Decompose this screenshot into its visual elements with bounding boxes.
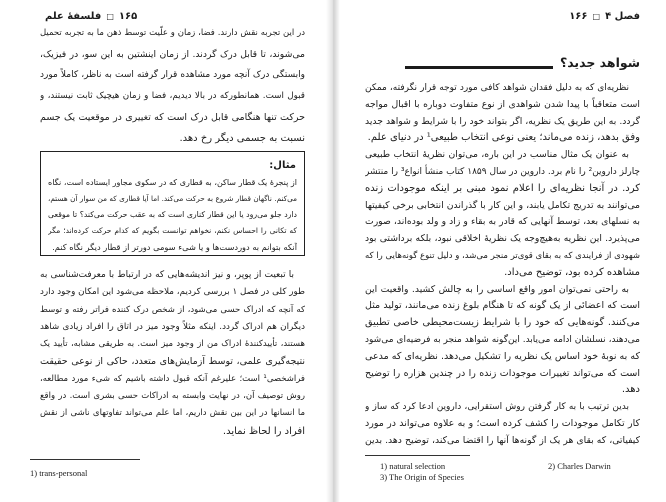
text-line: روش توصیف آن، در نهایت وابسته به ادراکات حسی بشری است. در واقع (40, 391, 305, 402)
text-line: ما انسانها در این بین نقش داریم، اما علم می‌تواند تفاوتهای ناشی از نقش (40, 408, 305, 419)
footnote: 3) The Origin of Species (380, 472, 464, 482)
running-header-left (45, 9, 137, 23)
text-line: از پنجرهٔ یک قطار ساکن، به قطاری که در سکوی مجاور ایستاده است، نگاه (48, 178, 297, 187)
example-box (40, 151, 305, 256)
section-title: شواهد جدید؟ (559, 55, 640, 70)
text-line: هستند، تأییدکنندهٔ ادراک من از وجود میز است. به طریقی مشابه، تأیید یک (40, 339, 305, 350)
text-line: کرد. در آنجا نظریه‌ای را اعلام نمود مبنی بر اینکه موجودات زنده (365, 182, 640, 194)
footnote: 2) Charles Darwin (548, 461, 611, 471)
text-line: افراد را لحاظ نماید. (222, 425, 305, 437)
text-line: در این تجربه نقش دارند. فضا، زمان و علّیت توسط ذهن ما به تجربه تحمیل (40, 28, 305, 38)
text-line: کیفیاتی، که بقای هر یک از گونه‌ها آنها را اقتضا می‌کند، توضیح دهد. بدین (365, 434, 640, 446)
text-line: دیگران هم ادراک گردد. اینکه مثلاً وجود میز در اتاق را افراد زیادی شاهد (40, 321, 305, 332)
text-line: دارد جلو می‌رود یا این قطار کناری است که به عقب حرکت می‌کند؟ تا موقعی (48, 210, 297, 219)
text-line: دهد. (621, 384, 640, 396)
text-line: می‌توانند به تدریج تکامل یابند، و این کار با گذراندن انتخابی برخی کیفیتها (365, 199, 640, 211)
text-line: می‌شوند، تا قابل درک گردند. از زمان اینشتین به این سو، در فیزیک، (40, 49, 305, 60)
footnote: 1) trans-personal (30, 468, 88, 478)
header-separator: □ (592, 11, 601, 21)
paragraph (365, 282, 640, 400)
text-line: که آنچه که ادراک حسی می‌شود، از شخص درک کننده فراتر رفته و توسط (40, 304, 305, 315)
paragraph (40, 267, 305, 440)
book-title: فلسفهٔ علم (45, 10, 102, 22)
paragraph (365, 80, 640, 147)
text-line: به عنوان یک مثال مناسب در این باره، می‌توان نظریهٔ انتخاب طبیعی (365, 149, 629, 161)
book-spine-shadow (326, 0, 340, 502)
text-line: گردد. به این طریق یک نظریه، اگر بتواند خود را با شرایط و شواهد جدید (365, 115, 640, 127)
chapter-label: فصل ۴ (605, 10, 640, 22)
text-line: با تبعیت از پوپر، و نیز اندیشه‌هایی که در ارتباط با معرفت‌شناسی به (40, 270, 294, 280)
text-line: می‌کنند. گونه‌هایی که خود را با شرایط زیست‌محیطی خاصی تطبیق (365, 317, 640, 329)
text-line: است که می‌تواند تغییرات موجودات زنده را در چندین هزاره را توضیح (365, 367, 640, 379)
text-line: وفق بدهد، زنده می‌ماند؛ یعنی نوعی انتخاب طبیعی¹ در دنیای علم. (367, 132, 640, 144)
title-rule (405, 66, 553, 69)
text-line: چارلز داروین² را نام برد. داروین در سال ۱۸۵۹ کتاب منشأ انواع³ را منتشر (365, 166, 640, 177)
running-header-right (569, 9, 640, 23)
text-line: فراشخصی¹ است؛ علیرغم آنکه قبول داشته باشیم که شیء مورد مطالعه، (40, 373, 305, 384)
body-text (365, 80, 640, 450)
header-separator: □ (106, 11, 114, 21)
page-number: ۱۶۶ (569, 10, 588, 22)
text-line: طور کلی در فصل ۱ بررسی کردیم، ملاحظه می‌شود این امکان وجود دارد (40, 287, 305, 298)
text-line: نظریه‌ای که به دلیل فقدان شواهد کافی مورد توجه قرار نگرفته، ممکن (365, 83, 629, 93)
text-line: بدین ترتیب با به کار گرفتن روش استقرایی، داروین ادعا کرد که ساز و (365, 402, 629, 413)
paragraph (365, 147, 640, 281)
text-line: وابستگی درک آنچه مورد مشاهده قرار گرفته است به ناظر، کاملاً مورد (40, 70, 305, 80)
text-line: کار تکامل موجودات را کشف کرده است؛ و به علاوه می‌تواند در مورد (365, 417, 640, 429)
text-line: که به نوبهٔ خود اساس یک نظریه را تشکیل می‌دهد. نظریه‌ای که مدعی (365, 350, 640, 362)
example-text (48, 175, 297, 255)
paragraph (40, 23, 305, 149)
text-line: است که اعضائی از یک گونه که تا هنگام بلوغ زنده می‌مانند، تولید مثل (365, 300, 640, 312)
text-line: شهودی از فرایندی که به بقای قوی‌تر منجر می‌شد، و دلیل تنوع گونه‌هایی را که (365, 250, 640, 261)
footnote: 1) natural selection (380, 461, 446, 471)
page-number: ۱۶۵ (118, 10, 138, 22)
text-line: آنکه بتوانم به دوردست‌ها و یا شیء سومی دورتر از قطار دیگر نگاه کنم. (52, 242, 297, 252)
footnote-rule (365, 455, 470, 456)
text-line: می‌کنم. ناگهان قطار شروع به حرکت می‌کند. اما آیا قطاری که من سوار آن هستم، (48, 194, 297, 203)
footnote-rule (30, 459, 140, 460)
text-line: به راحتی نمی‌توان امور واقع اساسی را به چالش کشید. واقعیت این (365, 283, 629, 295)
paragraph (365, 399, 640, 449)
example-label: مثال: (269, 160, 296, 171)
text-line: نسبت به جسمی دیگر رخ دهد. (179, 133, 305, 144)
text-line: به نسلهای بعد، توسط آنهایی که قادر به بقاء و زاد و ولد بوده‌اند، صورت (365, 216, 640, 228)
text-line: که تکانی را احساس نکنم، نخواهم توانست بگویم که کدام حرکت کرده‌اند؛ مگر (48, 226, 297, 235)
text-line: می‌پذیرد. این نظریه به‌هیچ‌وجه یک نظریهٔ اخلاقی نبود، بلکه برداشتی بود (365, 233, 640, 245)
text-line: می‌دهند، نسلشان ادامه می‌یابد. این‌گونه شواهد منجر به فرضیه‌ای می‌شود (365, 334, 640, 345)
text-line: قبول است. همانطورکه در بالا دیدیم، فضا و زمان هیچیک ثابت نیستند، و (40, 91, 305, 101)
text-line: است متعاقباً با پیدا شدن شواهدی از نوع متفاوت دوباره با اقبال مواجه (365, 98, 640, 110)
text-line: نتیجه‌گیری علمی، توسط آزمایش‌های متعدد، حاکی از نوعی حقیقت (40, 356, 305, 368)
text-line: مشاهده کرده بود، توضیح می‌داد. (504, 266, 640, 278)
text-line: حرکت تنها هنگامی قابل درک است که تغییری در موقعیت یک جسم (40, 112, 305, 123)
